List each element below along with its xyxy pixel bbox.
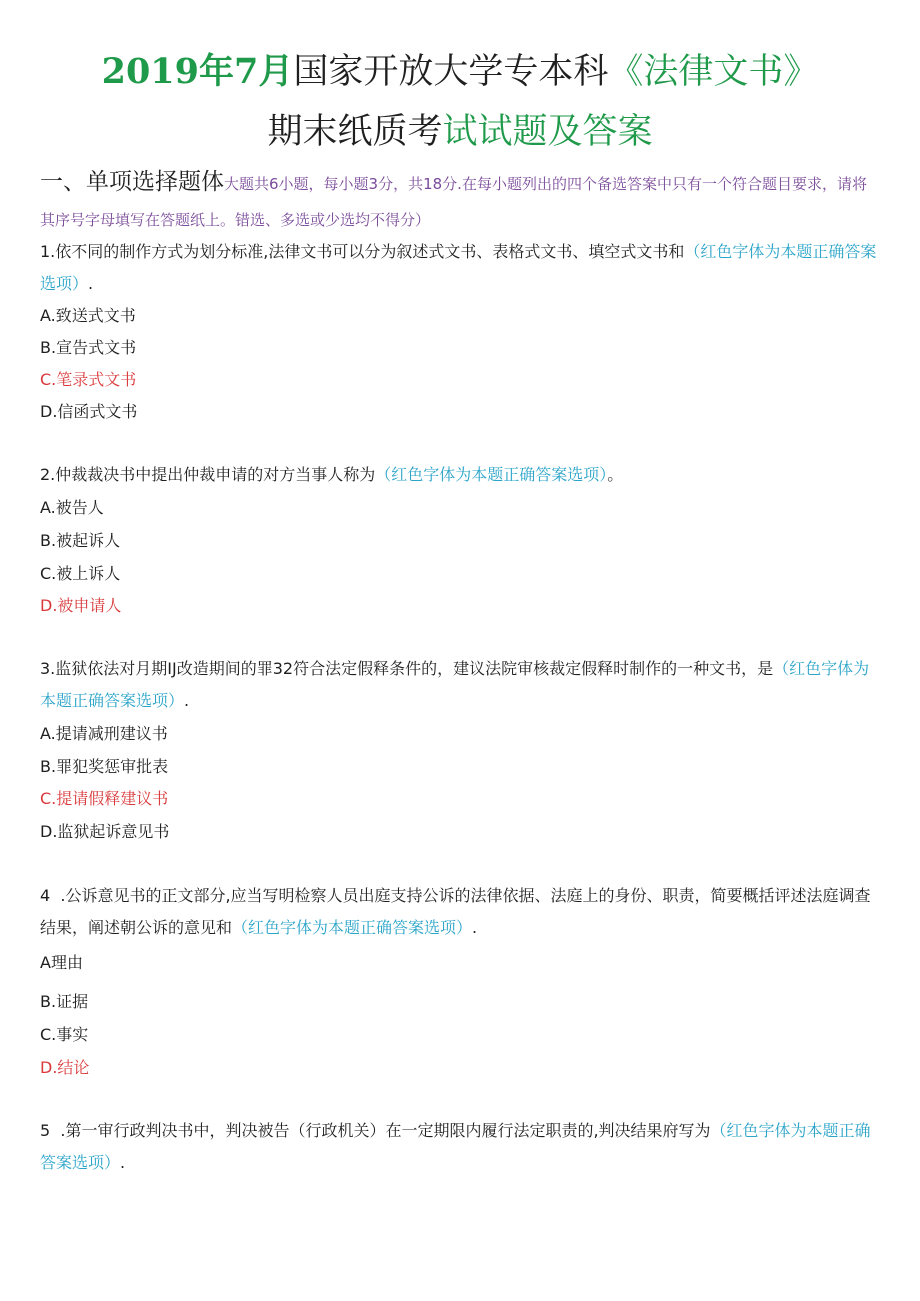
- question-3-option-b: B.罪犯奖惩审批表: [40, 757, 169, 776]
- question-2-option-b: B.被起诉人: [40, 531, 121, 550]
- section-instruction-text: 大题共6小题，每小题3分，共18分.在每小题列出的四个备选答案中只有一个符合题目要求，请将其序号字母填写在答题纸上。错选、多选或少选均不得分）: [40, 175, 867, 229]
- question-1-option-c-correct: C.笔录式文书: [40, 370, 137, 389]
- question-1-option-a: A.致送式文书: [40, 306, 136, 325]
- question-tail: .: [120, 1153, 126, 1172]
- question-tail: .: [184, 691, 190, 710]
- document-title-line2: [0, 110, 920, 154]
- question-text: 4 .公诉意见书的正文部分,应当写明检察人员出庭支持公诉的法律依据、法庭上的身份、职责，简要概括评述法庭调查结果，阐述朝公诉的意见和: [40, 886, 871, 937]
- answer-hint: （红色字体为本题正确答案选项）: [232, 918, 473, 937]
- question-1-stem: [40, 236, 880, 300]
- title-exam-type: 期末纸质考: [267, 112, 443, 152]
- title-course: 《法律文书》: [608, 52, 819, 92]
- section-heading: 一、单项选择题体: [40, 169, 224, 195]
- question-3-option-d: D.监狱起诉意见书: [40, 822, 170, 841]
- question-2-option-d-correct: D.被申请人: [40, 596, 122, 615]
- question-text: 5 .第一审行政判决书中，判决被告（行政机关）在一定期限内履行法定职责的,判决结果府写为: [40, 1121, 711, 1140]
- answer-hint: （红色字体为本题正确答案选项）: [375, 465, 608, 484]
- question-4-option-a: A理由: [40, 953, 83, 972]
- question-1-option-d: D.信函式文书: [40, 402, 138, 421]
- question-tail: .: [88, 274, 94, 293]
- question-4-stem: [40, 880, 880, 944]
- question-4-option-b: B.证据: [40, 992, 89, 1011]
- question-tail: 。: [607, 465, 624, 484]
- title-school: 国家开放大学专本科: [293, 52, 609, 92]
- question-1-option-b: B.宣告式文书: [40, 338, 137, 357]
- answer-hint: （红色字体为本题正确答案选项）: [40, 659, 870, 710]
- section-instructions: [40, 164, 880, 238]
- question-3-option-a: A.提请减刑建议书: [40, 724, 168, 743]
- question-2-option-a: A.被告人: [40, 498, 104, 517]
- title-answers: 试试题及答案: [442, 112, 653, 152]
- title-year-month: 2019年7月: [101, 51, 294, 92]
- question-3-option-c-correct: C.提请假释建议书: [40, 789, 169, 808]
- question-text: 1.依不同的制作方式为划分标准,法律文书可以分为叙述式文书、表格式文书、填空式文书和: [40, 242, 685, 261]
- question-4-option-c: C.事实: [40, 1025, 89, 1044]
- question-5-stem: [40, 1115, 880, 1179]
- question-3-stem: [40, 653, 880, 717]
- question-2-option-c: C.被上诉人: [40, 564, 121, 583]
- question-tail: .: [472, 918, 478, 937]
- question-4-option-d-correct: D.结论: [40, 1058, 90, 1077]
- answer-hint: （红色字体为本题正确答案选项）: [40, 242, 877, 293]
- question-text: 2.仲裁裁决书中提出仲裁申请的对方当事人称为: [40, 465, 376, 484]
- answer-hint: （红色字体为本题正确答案选项）: [40, 1121, 871, 1172]
- question-2-stem: [40, 459, 880, 491]
- document-title-line1: [0, 50, 920, 94]
- question-text: 3.监狱依法对月期IJ改造期间的罪32符合法定假释条件的，建议法院审核裁定假释时制作的一种文书，是: [40, 659, 774, 678]
